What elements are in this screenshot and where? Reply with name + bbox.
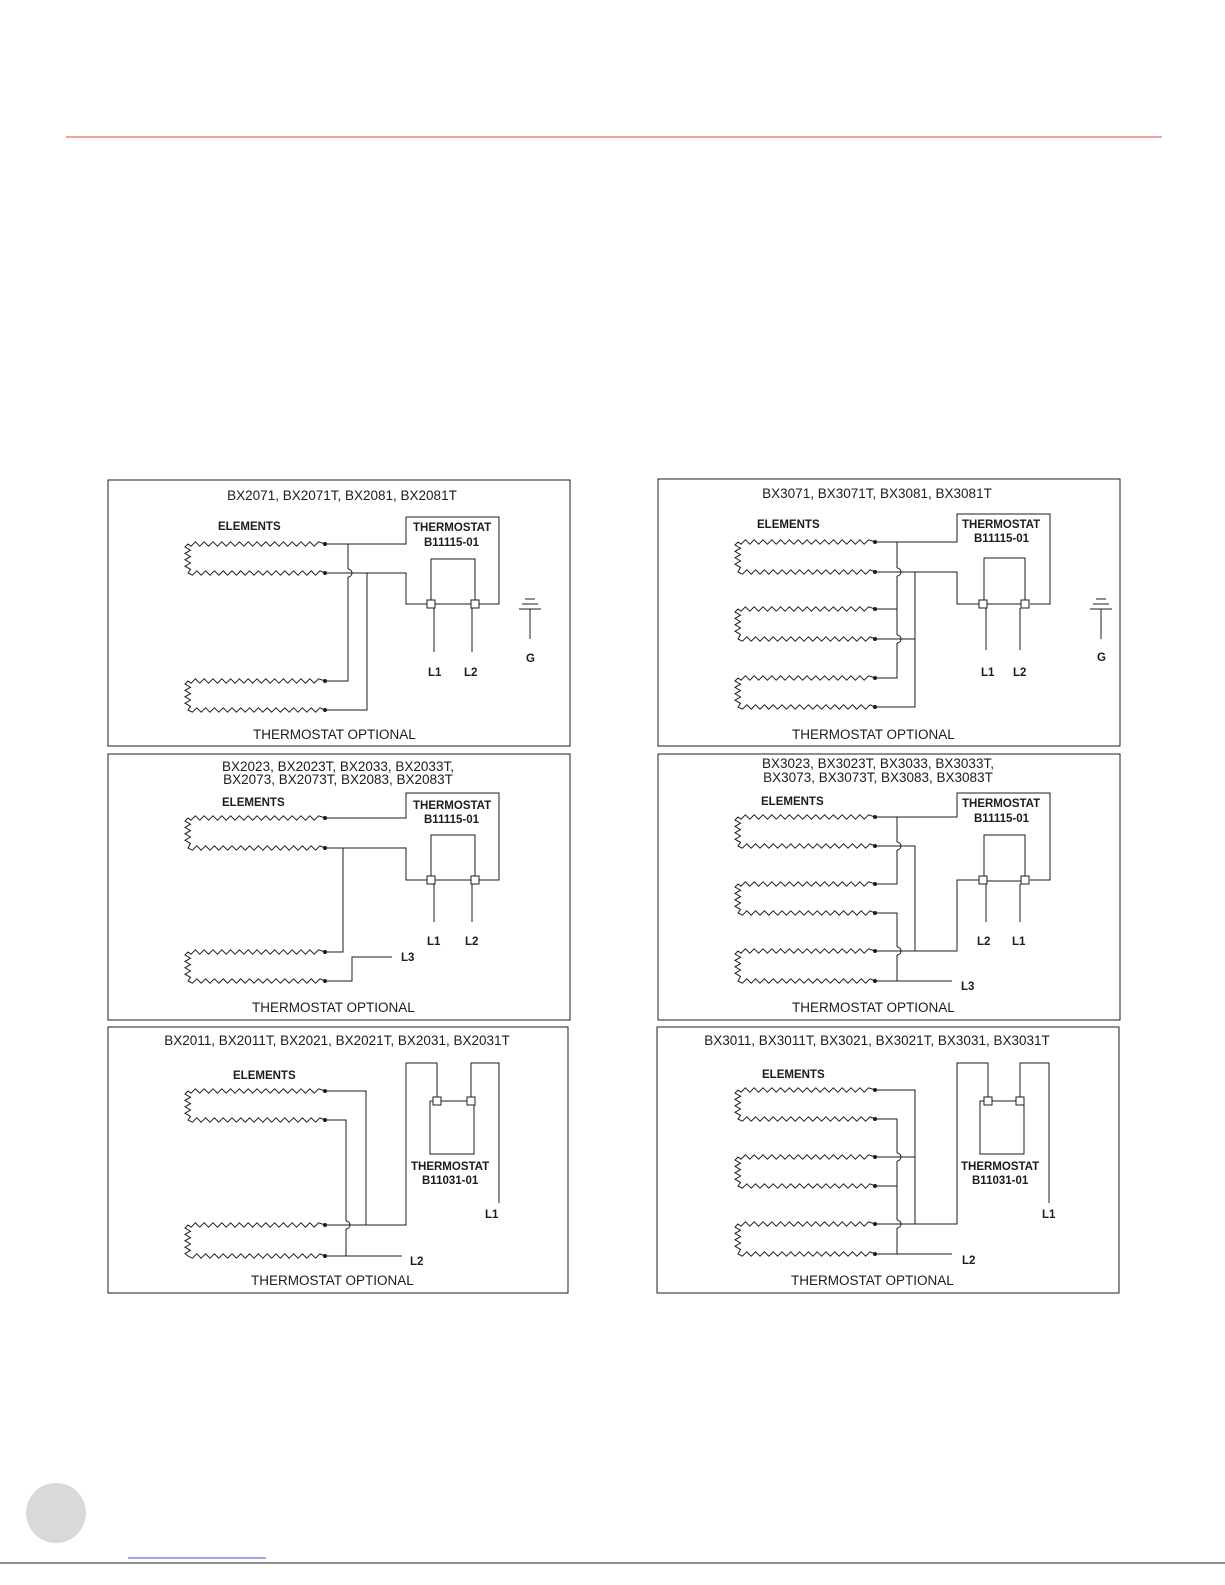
thermostat-label: THERMOSTAT (962, 798, 1041, 810)
wire (325, 848, 427, 880)
heating-element-coil (185, 816, 325, 850)
ground-label: G (1097, 652, 1106, 664)
thermostat-label: THERMOSTAT (961, 1161, 1040, 1173)
heating-element-coil (735, 1222, 875, 1256)
thermostat-body (980, 1101, 1024, 1154)
diagram-title: BX3023, BX3023T, BX3033, BX3033T, (762, 756, 994, 771)
lead-label: L1 (1042, 1209, 1056, 1221)
lead-label: L2 (464, 667, 478, 679)
lead-label: L2 (977, 936, 991, 948)
thermostat-terminal (467, 1097, 475, 1105)
wire (325, 573, 367, 710)
thermostat-terminal (471, 876, 479, 884)
thermostat-optional-caption: THERMOSTAT OPTIONAL (791, 1273, 954, 1288)
diagram-title: BX2011, BX2011T, BX2021, BX2021T, BX2031, BX2031T (164, 1033, 510, 1048)
lead-label: L2 (410, 1256, 424, 1268)
wire (325, 1063, 437, 1225)
lead-label: L1 (485, 1209, 499, 1221)
thermostat-optional-caption: THERMOSTAT OPTIONAL (253, 727, 416, 742)
thermostat-terminal (979, 876, 987, 884)
heating-element-coil (735, 949, 875, 983)
wire (875, 572, 979, 604)
wire (325, 544, 348, 681)
thermostat-optional-caption: THERMOSTAT OPTIONAL (792, 1000, 955, 1015)
diagram-frame (657, 1027, 1119, 1293)
thermostat-terminal (1021, 600, 1029, 608)
lead-label: L3 (401, 952, 415, 964)
heating-element-coil (735, 1155, 875, 1188)
wire (325, 573, 427, 604)
wiring-diagram-bx2071 (108, 480, 570, 746)
thermostat-label: THERMOSTAT (411, 1161, 490, 1173)
lead-label: L3 (961, 981, 975, 993)
thermostat-part-number: B11115-01 (424, 814, 480, 826)
wire (875, 846, 979, 951)
heating-element-coil (735, 815, 875, 848)
schematic-artwork (735, 514, 1112, 709)
lead-label: L1 (428, 667, 442, 679)
thermostat-part-number: B11031-01 (972, 1175, 1029, 1187)
heating-element-coil (735, 676, 875, 709)
elements-label: ELEMENTS (218, 521, 281, 533)
thermostat-body (430, 1101, 474, 1154)
wire (325, 1120, 346, 1256)
heating-element-coil (185, 1223, 325, 1258)
schematic-artwork (735, 1063, 1049, 1256)
elements-label: ELEMENTS (762, 1069, 825, 1081)
schematic-artwork (185, 517, 541, 712)
elements-label: ELEMENTS (757, 519, 820, 531)
diagram-frame (658, 479, 1120, 746)
wiring-diagram-bx2023 (108, 754, 570, 1020)
lead-label: L1 (981, 667, 995, 679)
lead-label: L2 (962, 1255, 976, 1267)
thermostat-part-number: B11115-01 (974, 813, 1030, 825)
diagram-frame (658, 754, 1120, 1020)
thermostat-terminal (427, 876, 435, 884)
diagram-title: BX3071, BX3071T, BX3081, BX3081T (762, 486, 992, 501)
heating-element-coil (735, 882, 875, 915)
wire (875, 817, 897, 884)
wire (325, 957, 392, 981)
heating-element-coil (185, 542, 325, 575)
diagram-title: BX3073, BX3073T, BX3083, BX3083T (763, 770, 993, 785)
thermostat-terminal (433, 1097, 441, 1105)
ground-label: G (526, 653, 535, 665)
thermostat-terminal (427, 600, 435, 608)
heating-element-coil (735, 607, 875, 641)
ground-symbol (1090, 599, 1112, 639)
thermostat-body (984, 558, 1025, 604)
heating-element-coil (185, 679, 325, 712)
ground-symbol (519, 599, 541, 639)
lead-label: L2 (465, 936, 479, 948)
thermostat-body (431, 559, 475, 604)
wiring-diagram-bx2011 (108, 1027, 568, 1293)
heating-element-coil (735, 1088, 875, 1121)
heating-element-coil (185, 950, 325, 983)
thermostat-part-number: B11115-01 (974, 533, 1030, 545)
diagram-title: BX3011, BX3011T, BX3021, BX3021T, BX3031, BX3031T (704, 1033, 1050, 1048)
thermostat-terminal (984, 1097, 992, 1105)
diagram-title: BX2071, BX2071T, BX2081, BX2081T (227, 488, 457, 503)
thermostat-body (431, 835, 475, 880)
wiring-diagram-bx3011 (657, 1027, 1119, 1293)
lead-label: L1 (1012, 936, 1026, 948)
thermostat-terminal (1016, 1097, 1024, 1105)
thermostat-terminal (471, 600, 479, 608)
wiring-diagram-bx3023 (658, 754, 1120, 1020)
elements-label: ELEMENTS (761, 796, 824, 808)
lead-label: L2 (1013, 667, 1027, 679)
elements-label: ELEMENTS (233, 1070, 296, 1082)
thermostat-optional-caption: THERMOSTAT OPTIONAL (251, 1273, 414, 1288)
thermostat-terminal (979, 600, 987, 608)
heating-element-coil (185, 1089, 325, 1122)
wire (325, 848, 343, 952)
thermostat-terminal (1021, 876, 1029, 884)
page-number-badge (26, 1483, 86, 1543)
wire (875, 1063, 988, 1224)
wiring-diagram-bx3071 (658, 479, 1120, 746)
elements-label: ELEMENTS (222, 797, 285, 809)
thermostat-part-number: B11031-01 (422, 1175, 479, 1187)
wire (875, 542, 897, 678)
thermostat-optional-caption: THERMOSTAT OPTIONAL (792, 727, 955, 742)
thermostat-optional-caption: THERMOSTAT OPTIONAL (252, 1000, 415, 1015)
thermostat-body (984, 835, 1025, 881)
thermostat-label: THERMOSTAT (962, 519, 1041, 531)
lead-label: L1 (427, 936, 441, 948)
heating-element-coil (735, 540, 875, 574)
thermostat-label: THERMOSTAT (413, 800, 492, 812)
diagram-frame (108, 480, 570, 746)
diagram-frame (108, 754, 570, 1020)
diagram-title: BX2073, BX2073T, BX2083, BX2083T (223, 772, 453, 787)
thermostat-label: THERMOSTAT (413, 522, 492, 534)
wire (875, 913, 897, 981)
diagram-title: BX2023, BX2023T, BX2033, BX2033T, (222, 759, 454, 774)
thermostat-part-number: B11115-01 (424, 537, 480, 549)
